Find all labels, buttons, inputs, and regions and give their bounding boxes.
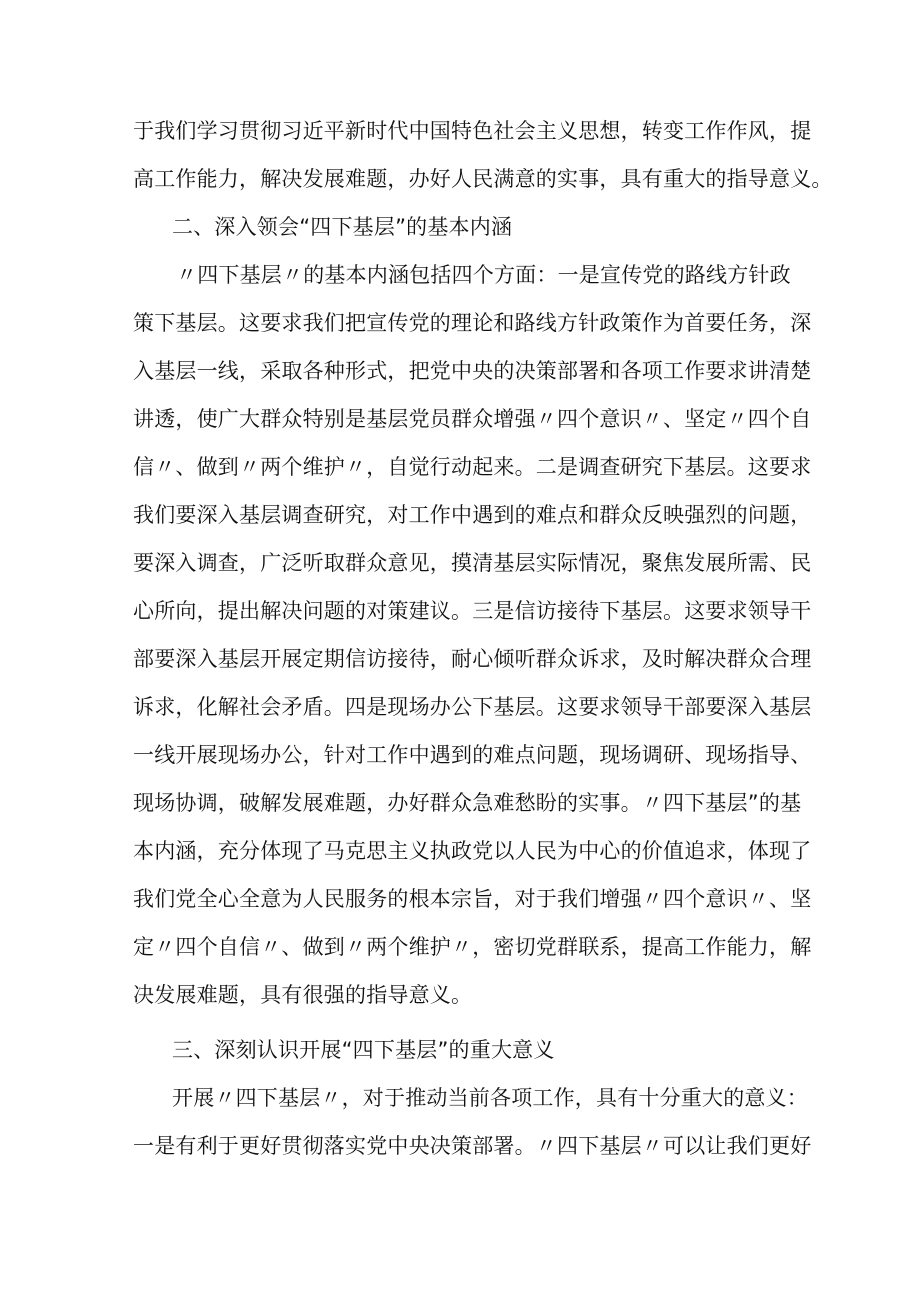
- body-text-line: 信〃、做到〃两个维护〃，自觉行动起来。二是调查研究下基层。这要求: [133, 455, 812, 479]
- body-text-line: 决发展难题，具有很强的指导意义。: [133, 983, 473, 1007]
- body-text-line: 于我们学习贯彻习近平新时代中国特色社会主义思想，转变工作作风，提: [133, 119, 812, 143]
- body-text-line: 一是有利于更好贯彻落实党中央决策部署。〃四下基层〃可以让我们更好: [133, 1134, 812, 1158]
- body-text-line: 入基层一线，采取各种形式，把党中央的决策部署和各项工作要求讲清楚: [133, 359, 812, 383]
- body-text-line: 一线开展现场办公，针对工作中遇到的难点问题，现场调研、现场指导、: [133, 743, 812, 767]
- body-text-line: 定〃四个自信〃、做到〃两个维护〃，密切党群联系，提高工作能力，解: [133, 935, 812, 959]
- body-text-line: 诉求，化解社会矛盾。四是现场办公下基层。这要求领导干部要深入基层: [133, 695, 812, 719]
- body-text-line: 要深入调查，广泛听取群众意见，摸清基层实际情况，聚焦发展所需、民: [133, 551, 812, 575]
- body-text-line: 高工作能力，解决发展难题，办好人民满意的实事，具有重大的指导意义。: [133, 167, 833, 191]
- body-text-line: 讲透，使广大群众特别是基层党员群众增强〃四个意识〃、坚定〃四个自: [133, 407, 812, 431]
- body-text-line: 我们要深入基层调查研究，对工作中遇到的难点和群众反映强烈的问题，: [133, 503, 812, 527]
- paragraph-first-line: 〃四下基层〃的基本内涵包括四个方面：一是宣传党的路线方针政: [176, 263, 791, 287]
- paragraph-first-line: 开展〃四下基层〃，对于推动当前各项工作，具有十分重大的意义：: [172, 1086, 808, 1110]
- body-text-line: 心所向，提出解决问题的对策建议。三是信访接待下基层。这要求领导干: [133, 599, 812, 623]
- body-text-line: 部要深入基层开展定期信访接待，耐心倾听群众诉求，及时解决群众合理: [133, 647, 812, 671]
- section-heading-2: 二、深入领会“四下基层”的基本内涵: [172, 215, 513, 239]
- section-heading-3: 三、深刻认识开展“四下基层”的重大意义: [172, 1038, 555, 1062]
- body-text-line: 本内涵，充分体现了马克思主义执政党以人民为中心的价值追求，体现了: [133, 839, 812, 863]
- body-text-line: 策下基层。这要求我们把宣传党的理论和路线方针政策作为首要任务，深: [133, 311, 812, 335]
- body-text-line: 现场协调，破解发展难题，办好群众急难愁盼的实事。〃四下基层”的基: [133, 791, 802, 815]
- body-text-line: 我们党全心全意为人民服务的根本宗旨，对于我们增强〃四个意识〃、坚: [133, 887, 812, 911]
